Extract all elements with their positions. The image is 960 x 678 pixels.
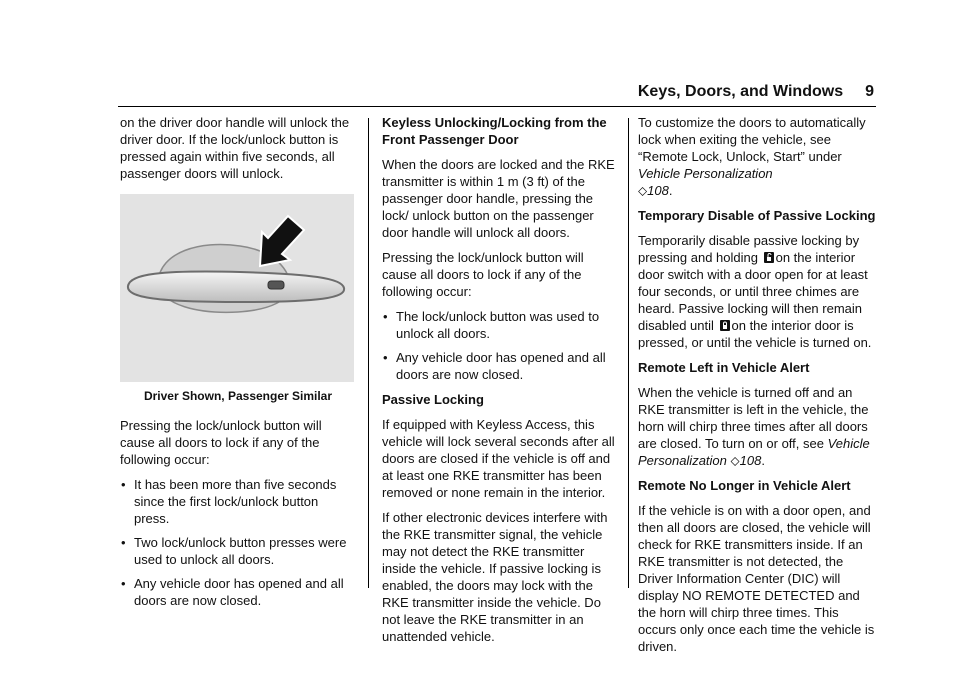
cross-reference: Vehicle Personalization xyxy=(638,166,773,181)
col2-para2: Pressing the lock/unlock button will cause all doors to lock if any of the following occur: xyxy=(382,250,584,299)
column-1 xyxy=(120,114,356,617)
column-divider xyxy=(628,118,629,588)
col3-para1: To customize the doors to automatically lock when exiting the vehicle, see “Remote Lock, Unlock, Start” under Vehicle Personalization ⬦108. xyxy=(638,115,866,198)
col3-para3: When the vehicle is turned off and an RKE transmitter is left in the vehicle, the horn will chirp three times after all doors are closed. To turn on or off, see Vehicle Personalization ⬦108. xyxy=(638,385,870,468)
list-item: • Any vehicle door has opened and all doors are now closed. xyxy=(382,349,620,383)
column-3 xyxy=(638,114,878,663)
column-2 xyxy=(382,114,620,653)
col2-bullet-list xyxy=(382,308,620,383)
col1-bullet-list xyxy=(120,476,356,609)
cross-reference: Vehicle Personalization xyxy=(638,436,870,468)
list-item: • Two lock/unlock button presses were used to unlock all doors. xyxy=(120,534,356,568)
col1-para1: on the driver door handle will unlock the driver door. If the lock/unlock button is pressed again within five seconds, all passenger doors will unlock. xyxy=(120,115,350,181)
list-item: • It has been more than five seconds since the first lock/unlock button press. xyxy=(120,476,356,527)
col2-para4: If other electronic devices interfere with the RKE transmitter signal, the vehicle may not detect the RKE transmitter inside the vehicle. If passive locking is enabled, the doors may lock with the RKE transmitter inside the vehicle. Do not leave the RKE transmitter in an unattended vehicle. xyxy=(382,510,608,644)
page-ref-icon: ⬦ xyxy=(638,183,648,198)
page-reference: 108 xyxy=(647,183,669,198)
section-heading: Remote Left in Vehicle Alert xyxy=(638,360,810,375)
door-handle-figure xyxy=(120,194,354,382)
page-reference: 108 xyxy=(739,453,762,468)
unlock-icon xyxy=(764,252,774,263)
col2-para3: If equipped with Keyless Access, this vehicle will lock several seconds after all doors are closed if the vehicle is off and at least one RKE transmitter has been removed or none remain in the interior. xyxy=(382,417,615,500)
list-item: • The lock/unlock button was used to unlock all doors. xyxy=(382,308,620,342)
section-heading: Passive Locking xyxy=(382,392,484,407)
figure-caption: Driver Shown, Passenger Similar xyxy=(143,389,333,403)
col1-para2: Pressing the lock/unlock button will cause all doors to lock if any of the following occur: xyxy=(120,418,322,467)
section-heading: Remote No Longer in Vehicle Alert xyxy=(638,478,851,493)
header-rule xyxy=(118,106,876,107)
page-header xyxy=(638,83,874,101)
col3-para2: Temporarily disable passive locking by pressing and holding on the interior door switch with a door open for at least four seconds, or until three chimes are heard. Passive locking will then remain disabled until on the interior door is pressed, or until the vehicle is turned on. xyxy=(638,233,872,350)
lock-icon xyxy=(720,320,730,331)
page-number: 9 xyxy=(865,83,874,100)
page-ref-icon: ⬦ xyxy=(730,453,740,468)
door-handle-illustration xyxy=(120,194,354,382)
section-heading: Temporary Disable of Passive Locking xyxy=(638,208,876,223)
column-divider xyxy=(368,118,369,588)
header-title: Keys, Doors, and Windows xyxy=(637,83,844,100)
list-item: • Any vehicle door has opened and all doors are now closed. xyxy=(120,575,356,609)
section-heading: Keyless Unlocking/Locking from the Front Passenger Door xyxy=(382,115,607,147)
col3-para4: If the vehicle is on with a door open, and then all doors are closed, the vehicle will check for RKE transmitters inside. If an RKE transmitter is not detected, the Driver Information Center (DIC) will display NO REMOTE DETECTED and the horn will chirp three times. This occurs only once each time the vehicle is driven. xyxy=(638,503,875,654)
col2-para1: When the doors are locked and the RKE transmitter is within 1 m (3 ft) of the passenger door handle, pressing the lock/ unlock button on the passenger door handle will unlock all doors. xyxy=(382,157,615,240)
